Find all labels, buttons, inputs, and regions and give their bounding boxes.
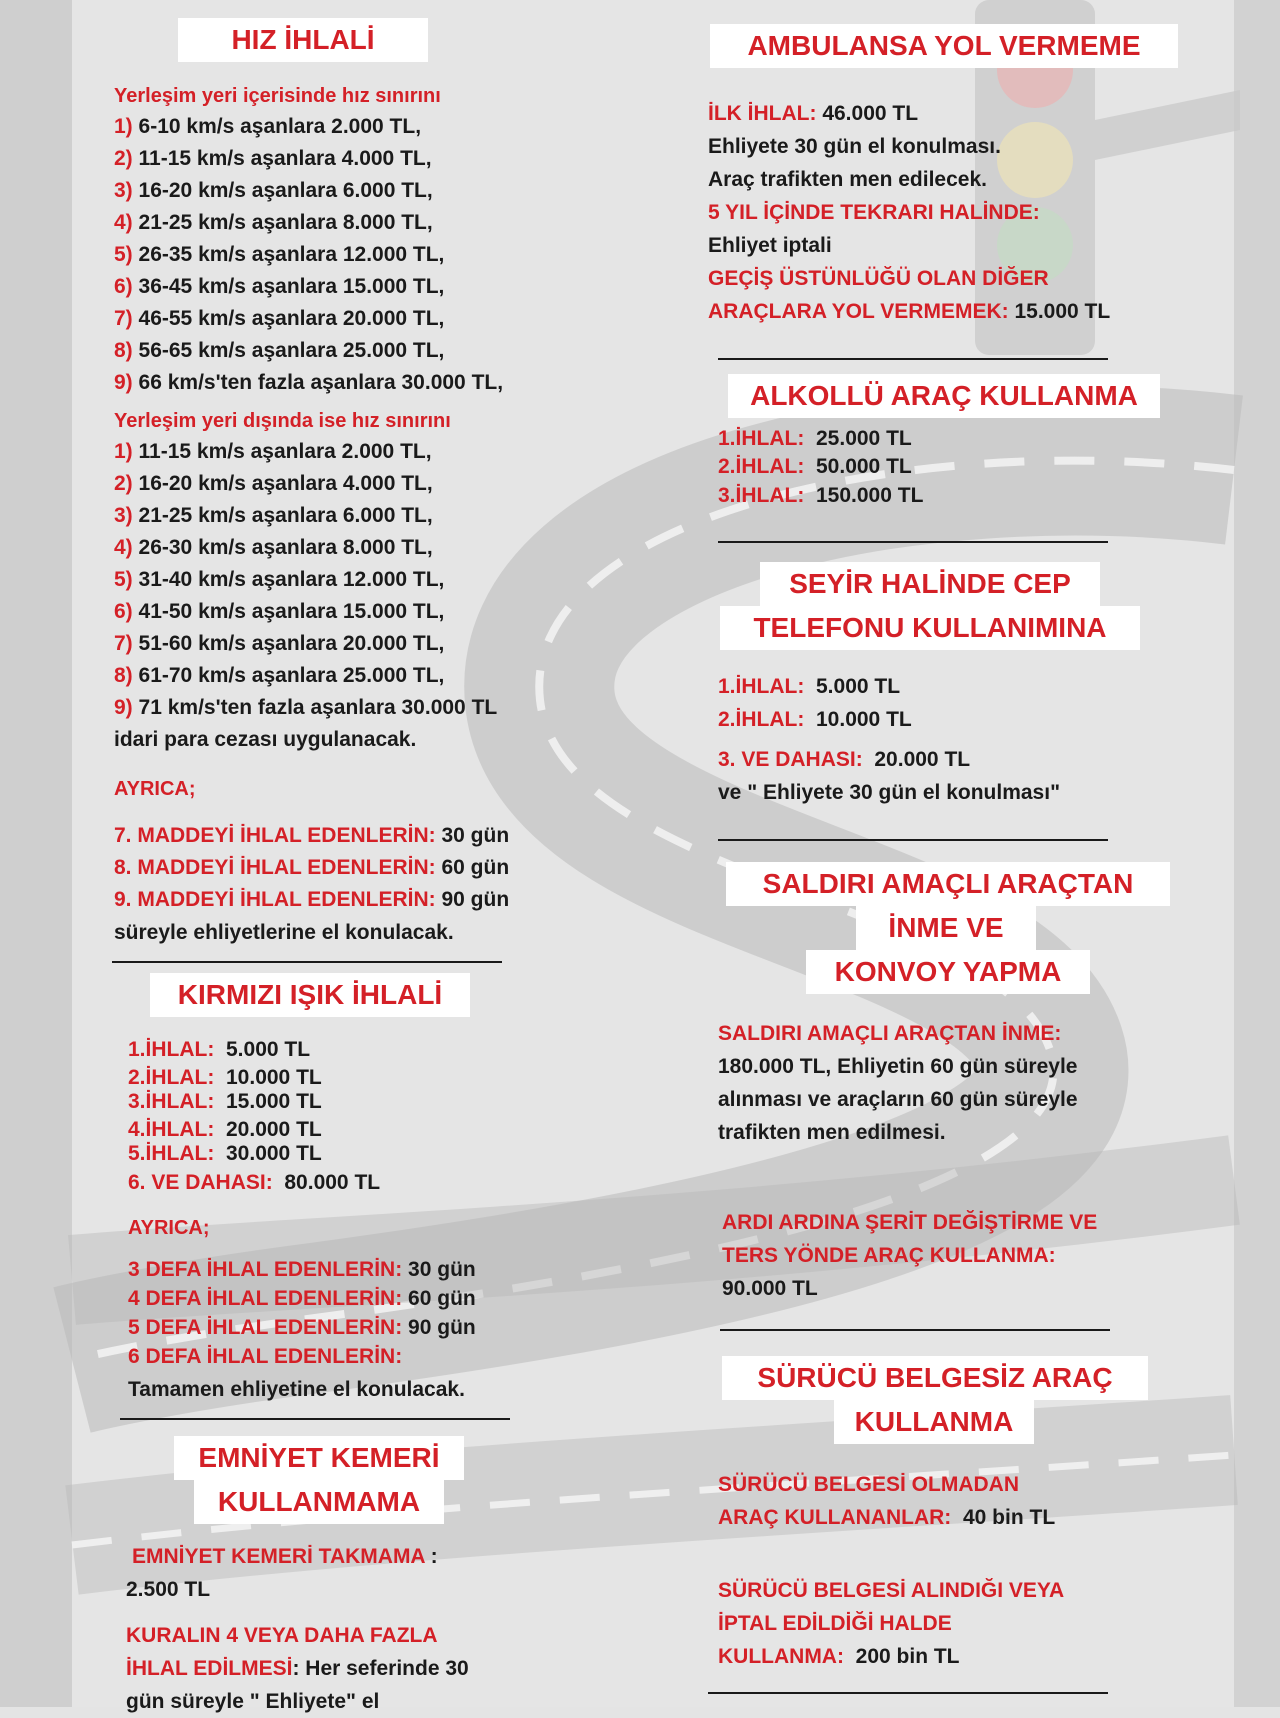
list-item: 5 DEFA İHLAL EDENLERİN: 90 gün xyxy=(128,1316,476,1339)
list-item: 3) 16-20 km/s aşanlara 6.000 TL, xyxy=(114,179,433,202)
no-license-title-line-2: KULLANMA xyxy=(834,1400,1034,1444)
divider xyxy=(720,1329,1110,1331)
ambulance-line-1: Ehliyete 30 gün el konulması. xyxy=(708,135,1001,158)
no-license-row-2: KULLANMA: 200 bin TL xyxy=(718,1645,960,1668)
list-item: 1.İHLAL: 5.000 TL xyxy=(128,1038,311,1061)
list-item: 9) 66 km/s'ten fazla aşanlara 30.000 TL, xyxy=(114,371,504,394)
list-item: 6) 36-45 km/s aşanlara 15.000 TL, xyxy=(114,275,445,298)
seatbelt-title-line-2: KULLANMAMA xyxy=(194,1480,444,1524)
seatbelt-value: 2.500 TL xyxy=(126,1578,211,1601)
list-item: 9. MADDEYİ İHLAL EDENLERİN: 90 gün xyxy=(114,888,510,911)
list-item: 6) 41-50 km/s aşanlara 15.000 TL, xyxy=(114,600,445,623)
list-item: 5) 26-35 km/s aşanlara 12.000 TL, xyxy=(114,243,445,266)
list-item: 4 DEFA İHLAL EDENLERİN: 60 gün xyxy=(128,1287,476,1310)
list-item: 1) 6-10 km/s aşanlara 2.000 TL, xyxy=(114,115,422,138)
ambulance-other-row: ARAÇLARA YOL VERMEMEK: 15.000 TL xyxy=(708,300,1111,323)
alcohol-title: ALKOLLÜ ARAÇ KULLANMA xyxy=(728,374,1160,418)
no-license-title-line-1: SÜRÜCÜ BELGESİZ ARAÇ xyxy=(722,1356,1148,1400)
ambulance-repeat-label: 5 YIL İÇİNDE TEKRARI HALİNDE: xyxy=(708,201,1040,224)
assault-title-line-1: SALDIRI AMAÇLI ARAÇTAN xyxy=(726,862,1170,906)
phone-extra: ve " Ehliyete 30 gün el konulması" xyxy=(718,781,1061,804)
ambulance-title: AMBULANSA YOL VERMEME xyxy=(710,24,1178,68)
assault-title-line-3: KONVOY YAPMA xyxy=(806,950,1090,994)
list-item: 2) 16-20 km/s aşanlara 4.000 TL, xyxy=(114,472,433,495)
list-item: 3. VE DAHASI: 20.000 TL xyxy=(718,748,971,771)
list-item: 1) 11-15 km/s aşanlara 2.000 TL, xyxy=(114,440,432,463)
no-license-label-3: SÜRÜCÜ BELGESİ ALINDIĞI VEYA xyxy=(718,1579,1065,1602)
red-light-title: KIRMIZI IŞIK İHLALİ xyxy=(150,973,470,1017)
list-item: 6. VE DAHASI: 80.000 TL xyxy=(128,1171,381,1194)
seatbelt-rule-text-2: gün süreyle " Ehliyete" el xyxy=(126,1690,380,1713)
list-item: 5.İHLAL: 30.000 TL xyxy=(128,1142,322,1165)
assault-title-line-2: İNME VE xyxy=(856,906,1036,950)
speed-title: HIZ İHLALİ xyxy=(178,18,428,62)
assault-text-3: trafikten men edilmesi. xyxy=(718,1121,946,1144)
divider xyxy=(718,839,1108,841)
seatbelt-rule-label-1: KURALIN 4 VEYA DAHA FAZLA xyxy=(126,1624,438,1647)
list-item: 4.İHLAL: 20.000 TL xyxy=(128,1118,322,1141)
assault-lane-label-1: ARDI ARDINA ŞERİT DEĞİŞTİRME VE xyxy=(722,1211,1098,1234)
list-item: 8) 61-70 km/s aşanlara 25.000 TL, xyxy=(114,664,445,687)
speed-inside-heading: Yerleşim yeri içerisinde hız sınırını xyxy=(114,85,441,107)
seatbelt-rule-row: İHLAL EDİLMESİ: Her seferinde 30 xyxy=(126,1657,469,1680)
ambulance-line-2: Araç trafikten men edilecek. xyxy=(708,168,987,191)
speed-outside-heading: Yerleşim yeri dışında ise hız sınırını xyxy=(114,410,451,432)
divider xyxy=(718,541,1108,543)
assault-text-2: alınması ve araçların 60 gün süreyle xyxy=(718,1088,1078,1111)
list-item: 3.İHLAL: 150.000 TL xyxy=(718,484,924,507)
assault-lane-label-2: TERS YÖNDE ARAÇ KULLANMA: xyxy=(722,1244,1056,1267)
assault-lane-value: 90.000 TL xyxy=(722,1277,818,1300)
list-item: 2.İHLAL: 10.000 TL xyxy=(128,1066,322,1089)
list-item: 2.İHLAL: 50.000 TL xyxy=(718,455,912,478)
list-item: 3 DEFA İHLAL EDENLERİN: 30 gün xyxy=(128,1258,476,1281)
no-license-label-1: SÜRÜCÜ BELGESİ OLMADAN xyxy=(718,1473,1020,1496)
list-item: 9) 71 km/s'ten fazla aşanlara 30.000 TL xyxy=(114,696,498,719)
speed-notes-closing: süreyle ehliyetlerine el konulacak. xyxy=(114,921,454,944)
list-item: 4) 21-25 km/s aşanlara 8.000 TL, xyxy=(114,211,433,234)
seatbelt-label-row: EMNİYET KEMERİ TAKMAMA : xyxy=(132,1545,438,1568)
ambulance-repeat-value: Ehliyet iptali xyxy=(708,234,832,257)
seatbelt-title-line-1: EMNİYET KEMERİ xyxy=(174,1436,464,1480)
list-item: 2.İHLAL: 10.000 TL xyxy=(718,708,912,731)
assault-text-1: 180.000 TL, Ehliyetin 60 gün süreyle xyxy=(718,1055,1078,1078)
ambulance-other-label-1: GEÇİŞ ÜSTÜNLÜĞÜ OLAN DİĞER xyxy=(708,267,1049,290)
red-light-closing: Tamamen ehliyetine el konulacak. xyxy=(128,1378,465,1401)
list-item: 8) 56-65 km/s aşanlara 25.000 TL, xyxy=(114,339,445,362)
divider xyxy=(708,1692,1108,1694)
phone-title-line-1: SEYİR HALİNDE CEP xyxy=(760,562,1100,606)
divider xyxy=(120,1418,510,1420)
list-item: 3) 21-25 km/s aşanlara 6.000 TL, xyxy=(114,504,433,527)
no-license-row-1: ARAÇ KULLANANLAR: 40 bin TL xyxy=(718,1506,1056,1529)
list-item: 7) 51-60 km/s aşanlara 20.000 TL, xyxy=(114,632,445,655)
list-item: 8. MADDEYİ İHLAL EDENLERİN: 60 gün xyxy=(114,856,510,879)
list-item: 7. MADDEYİ İHLAL EDENLERİN: 30 gün xyxy=(114,824,510,847)
list-item: 2) 11-15 km/s aşanlara 4.000 TL, xyxy=(114,147,432,170)
speed-ayrica: AYRICA; xyxy=(114,778,196,800)
ambulance-first-row: İLK İHLAL: 46.000 TL xyxy=(708,102,919,125)
no-license-label-4: İPTAL EDİLDİĞİ HALDE xyxy=(718,1612,952,1635)
list-item: 5) 31-40 km/s aşanlara 12.000 TL, xyxy=(114,568,445,591)
list-item: 4) 26-30 km/s aşanlara 8.000 TL, xyxy=(114,536,433,559)
phone-title-line-2: TELEFONU KULLANIMINA xyxy=(720,606,1140,650)
list-item: 1.İHLAL: 25.000 TL xyxy=(718,427,912,450)
speed-closing: idari para cezası uygulanacak. xyxy=(114,728,417,751)
divider xyxy=(718,358,1108,360)
list-item: 6 DEFA İHLAL EDENLERİN: xyxy=(128,1345,403,1368)
list-item: 7) 46-55 km/s aşanlara 20.000 TL, xyxy=(114,307,445,330)
assault-label: SALDIRI AMAÇLI ARAÇTAN İNME: xyxy=(718,1022,1062,1045)
list-item: 3.İHLAL: 15.000 TL xyxy=(128,1090,322,1113)
divider xyxy=(112,961,502,963)
red-light-ayrica: AYRICA; xyxy=(128,1217,210,1239)
list-item: 1.İHLAL: 5.000 TL xyxy=(718,675,901,698)
